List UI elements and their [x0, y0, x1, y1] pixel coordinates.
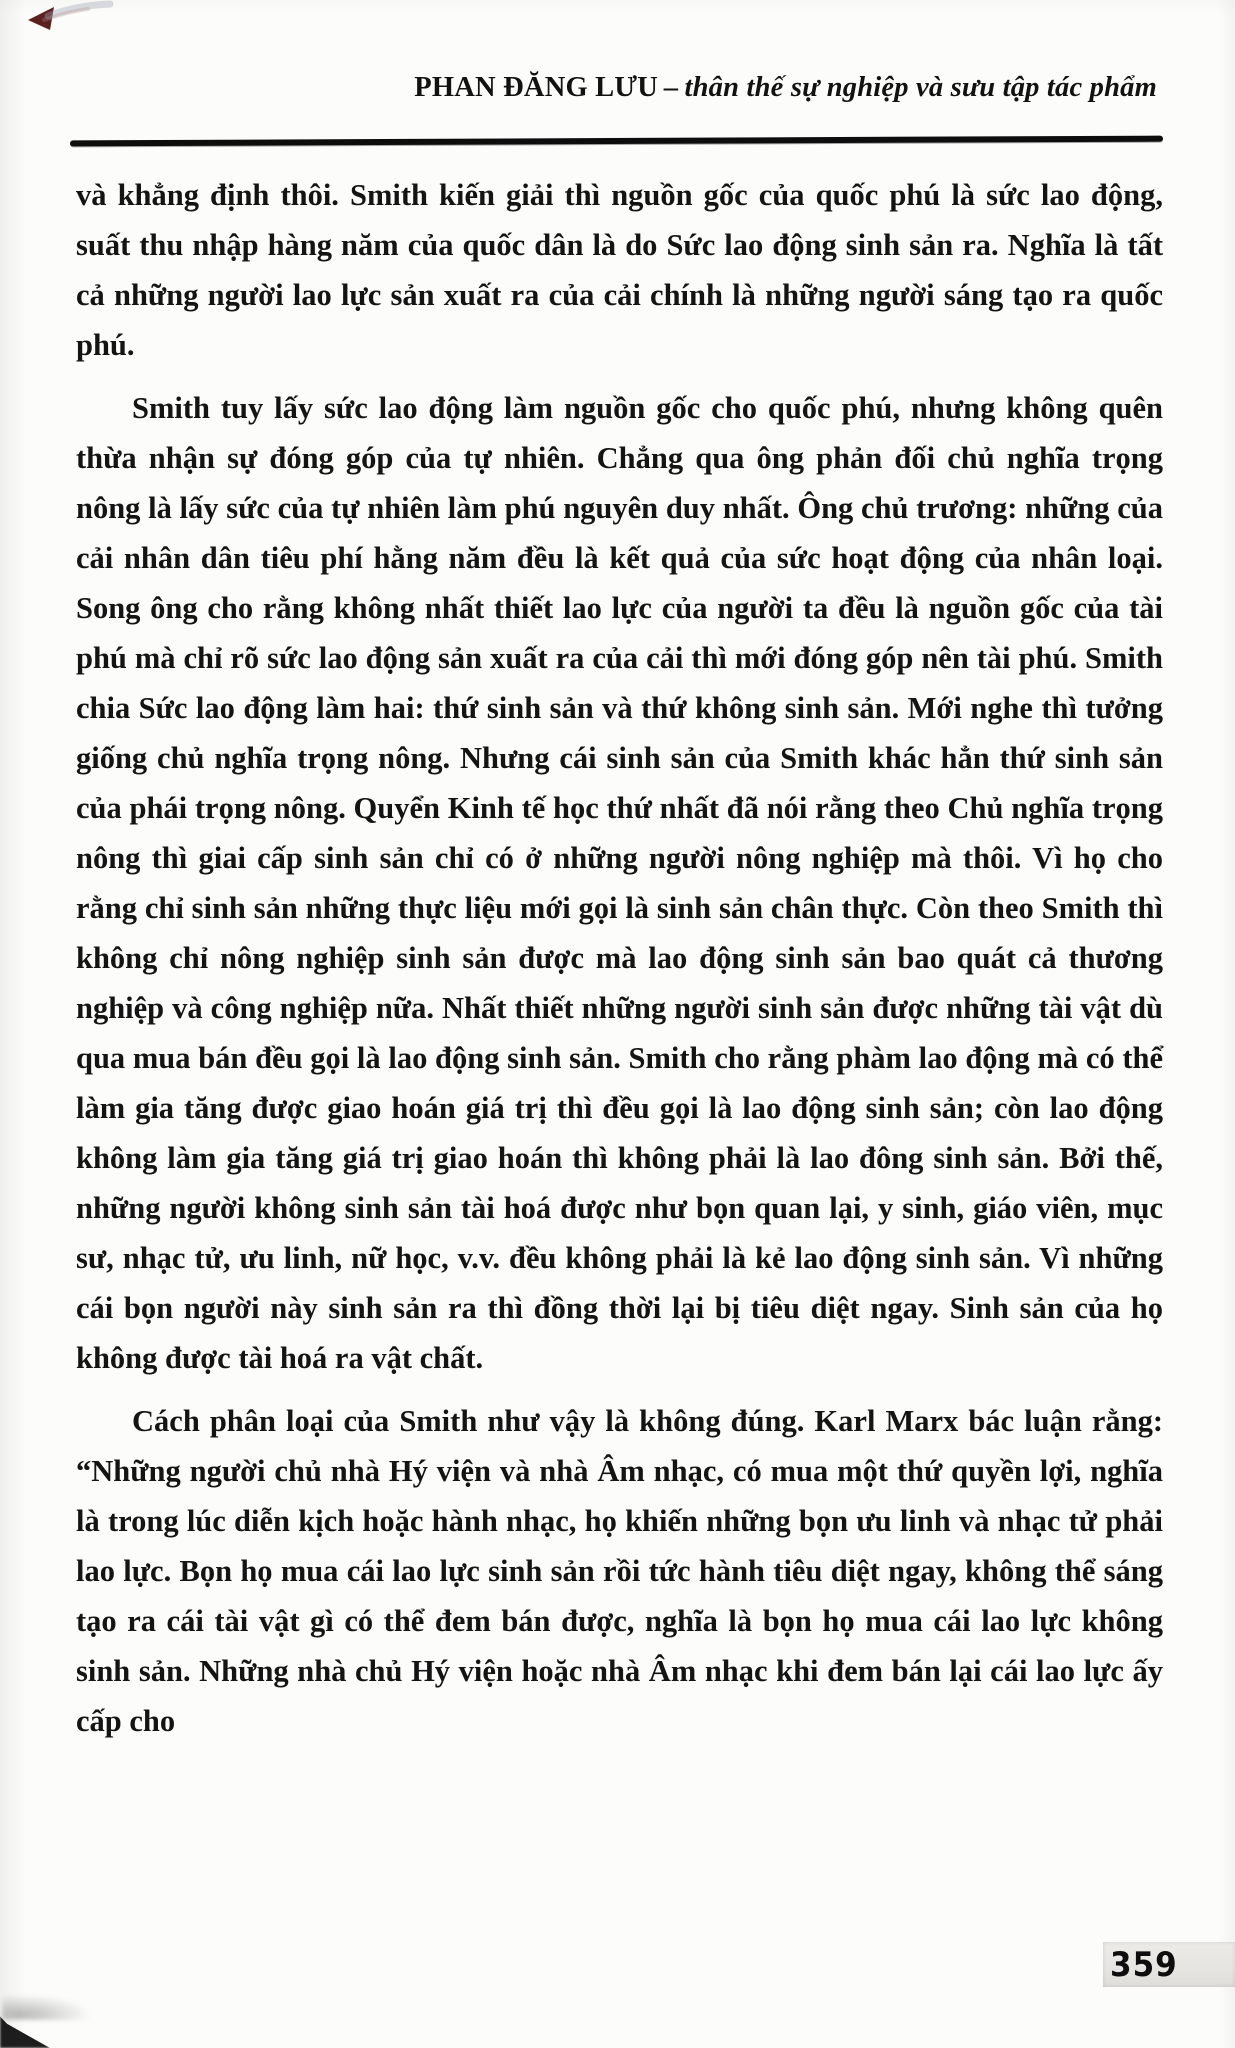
paragraph: Smith tuy lấy sức lao động làm nguồn gốc cho quốc phú, nhưng không quên thừa nhận sự đóng góp của tự nhiên. Chẳng qua ông phản đối chủ nghĩa trọng nông là lấy sức của tự nhiên làm phú nguyên duy nhất. Ông chủ trương: những của cải nhân dân tiêu phí hằng năm đều là kết quả của sức hoạt động của nhân loại. Song ông cho rằng không nhất thiết lao lực của người ta đều là nguồn gốc của tài phú mà chỉ rõ sức lao động sản xuất ra của cải thì mới đóng góp nên tài phú. Smith chia Sức lao động làm hai: thứ sinh sản và thứ không sinh sản. Mới nghe thì tưởng giống chủ nghĩa trọng nông. Nhưng cái sinh sản của Smith khác hẳn thứ sinh sản của phái trọng nông. Quyển Kinh tế học thứ nhất đã nói rằng theo Chủ nghĩa trọng nông thì giai cấp sinh sản chỉ có ở những người nông nghiệp mà thôi. Vì họ cho rằng chỉ sinh sản những thực liệu mới gọi là sinh sản chân thực. Còn theo Smith thì không chỉ nông nghiệp sinh sản được mà lao động sinh sản bao quát cả thương nghiệp và công nghiệp nữa. Nhất thiết những người sinh sản được những tài vật dù qua mua bán đều gọi là lao động sinh sản. Smith cho rằng phàm lao động mà có thể làm gia tăng được giao hoán giá trị thì đều gọi là lao động sinh sản; còn lao động không làm gia tăng giá trị giao hoán thì không phải là lao đông sinh sản. Bởi thế, những người không sinh sản tài hoá được như bọn quan lại, y sinh, giáo viên, mục sư, nhạc tử, ưu linh, nữ học, v.v. đều không phải là kẻ lao động sinh sản. Vì những cái bọn người này sinh sản ra thì đồng thời lại bị tiêu diệt ngay. Sinh sản của họ không được tài hoá ra vật chất.	[76, 391, 1163, 1375]
paragraph: Cách phân loại của Smith như vậy là không đúng. Karl Marx bác luận rằng: “Những người chủ nhà Hý viện và nhà Âm nhạc, có mua một thứ quyền lợi, nghĩa là trong lúc diễn kịch hoặc hành nhạc, họ khiến những bọn ưu linh và nhạc tử phải lao lực. Bọn họ mua cái lao lực sinh sản rồi tức hành tiêu diệt ngay, không thể sáng tạo ra cái tài vật gì có thể đem bán được, nghĩa là bọn họ mua cái lao lực không sinh sản. Những nhà chủ Hý viện hoặc nhà Âm nhạc khi đem bán lại cái lao lực ấy cấp cho	[76, 1404, 1163, 1738]
pen-check-mark-icon	[14, 0, 124, 50]
page-body	[76, 170, 1163, 1759]
page-number: 359	[1110, 1945, 1178, 1984]
header-subtitle: thân thế sự nghiệp và sưu tập tác phẩm	[684, 72, 1157, 103]
header-author: PHAN ĐĂNG LƯU	[414, 72, 659, 103]
page-number-strip	[1103, 1942, 1235, 1987]
header-rule	[70, 136, 1163, 147]
header-dash: –	[664, 72, 679, 103]
running-header	[200, 72, 1157, 104]
scan-smudge	[2, 1994, 92, 2020]
paragraph-continuation: và khẳng định thôi. Smith kiến giải thì nguồn gốc của quốc phú là sức lao động, suất thu nhập hàng năm của quốc dân là do Sức lao động sinh sản ra. Nghĩa là tất cả những người lao lực sản xuất ra của cải chính là những người sáng tạo ra quốc phú.	[76, 178, 1163, 362]
